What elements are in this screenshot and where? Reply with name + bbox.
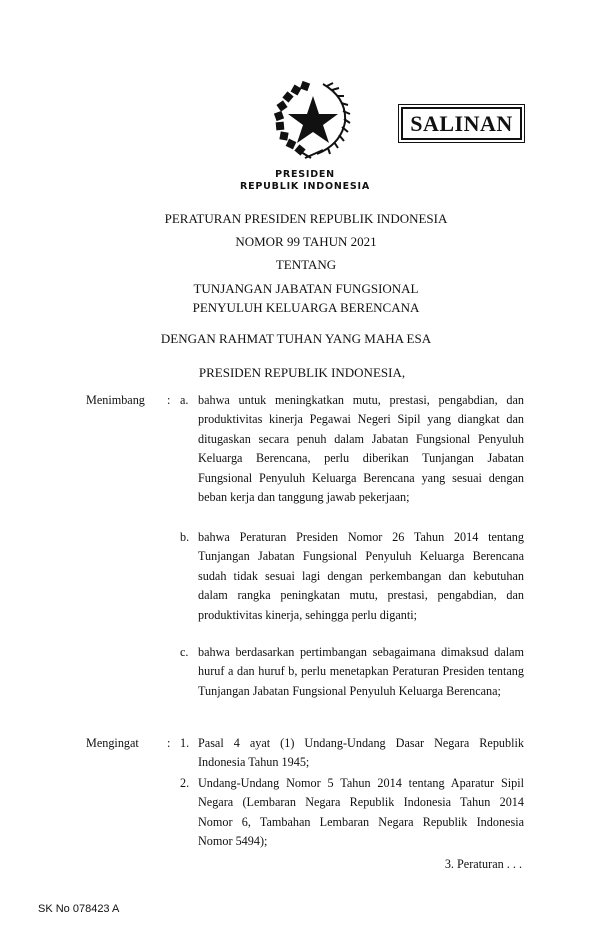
item-number: c.	[180, 645, 189, 659]
regulation-subject-line1: TUNJANGAN JABATAN FUNGSIONAL	[193, 281, 419, 296]
office-title-president: PRESIDEN	[275, 169, 335, 180]
item-text: bahwa Peraturan Presiden Nomor 26 Tahun 2014 tentang Tunjangan Jabatan Fungsional Penyuluh Keluarga Berencana sudah tidak sesuai lagi dengan perkembangan dan kebutuhan dalam rangka peningkatan mutu, prestasi, pengabdian, dan produktivitas kinerja, sehingga perlu diganti;	[198, 530, 524, 622]
office-title-republic: REPUBLIK INDONESIA	[240, 181, 370, 192]
item-text: bahwa untuk meningkatkan mutu, prestasi, pengabdian, dan produktivitas kinerja Pegawai Negeri Sipil yang diangkat dan ditugaskan secara penuh dalam Jabatan Fungsional Penyuluh Keluarga Berencana, perlu diberikan Tunjangan Jabatan Fungsional Penyuluh Keluarga Berencana yang sesuai dengan beban kerja dan tanggung jawab pekerjaan;	[198, 393, 524, 505]
item-number: 1.	[180, 736, 190, 750]
regulation-title: PERATURAN PRESIDEN REPUBLIK INDONESIA	[164, 211, 448, 226]
invocation: DENGAN RAHMAT TUHAN YANG MAHA ESA	[160, 331, 432, 346]
regulation-about: TENTANG	[275, 257, 337, 272]
item-text: Undang-Undang Nomor 5 Tahun 2014 tentang Aparatur Sipil Negara (Lembaran Negara Republik Indonesia Tahun 2014 Nomor 6, Tambahan Lembaran Negara Republik Indonesia Nomor 5494);	[198, 776, 524, 849]
mengingat-colon: :	[167, 736, 171, 750]
mengingat-item-2	[180, 774, 524, 852]
mengingat-item-1	[180, 734, 524, 773]
menimbang-colon: :	[167, 393, 171, 407]
regulation-number: NOMOR 99 TAHUN 2021	[235, 234, 377, 249]
menimbang-item-c	[180, 643, 524, 701]
menimbang-label: Menimbang	[86, 393, 145, 407]
item-number: 2.	[180, 776, 190, 790]
issuer: PRESIDEN REPUBLIK INDONESIA,	[198, 365, 406, 380]
regulation-subject-line2: PENYULUH KELUARGA BERENCANA	[192, 300, 420, 315]
salinan-stamp: SALINAN	[401, 107, 522, 140]
garuda-star-emblem-icon	[271, 78, 355, 160]
mengingat-label: Mengingat	[86, 736, 139, 750]
menimbang-item-a	[180, 391, 524, 507]
item-number: a.	[180, 393, 189, 407]
item-text: bahwa berdasarkan pertimbangan sebagaimana dimaksud dalam huruf a dan huruf b, perlu menetapkan Peraturan Presiden tentang Tunjangan Jabatan Fungsional Penyuluh Keluarga Berencana;	[198, 645, 524, 698]
document-serial-number: SK No 078423 A	[38, 903, 120, 915]
page-continuation: 3. Peraturan . . .	[444, 857, 522, 871]
item-text: Pasal 4 ayat (1) Undang-Undang Dasar Negara Republik Indonesia Tahun 1945;	[198, 736, 524, 770]
item-number: b.	[180, 530, 190, 544]
menimbang-item-b	[180, 528, 524, 625]
